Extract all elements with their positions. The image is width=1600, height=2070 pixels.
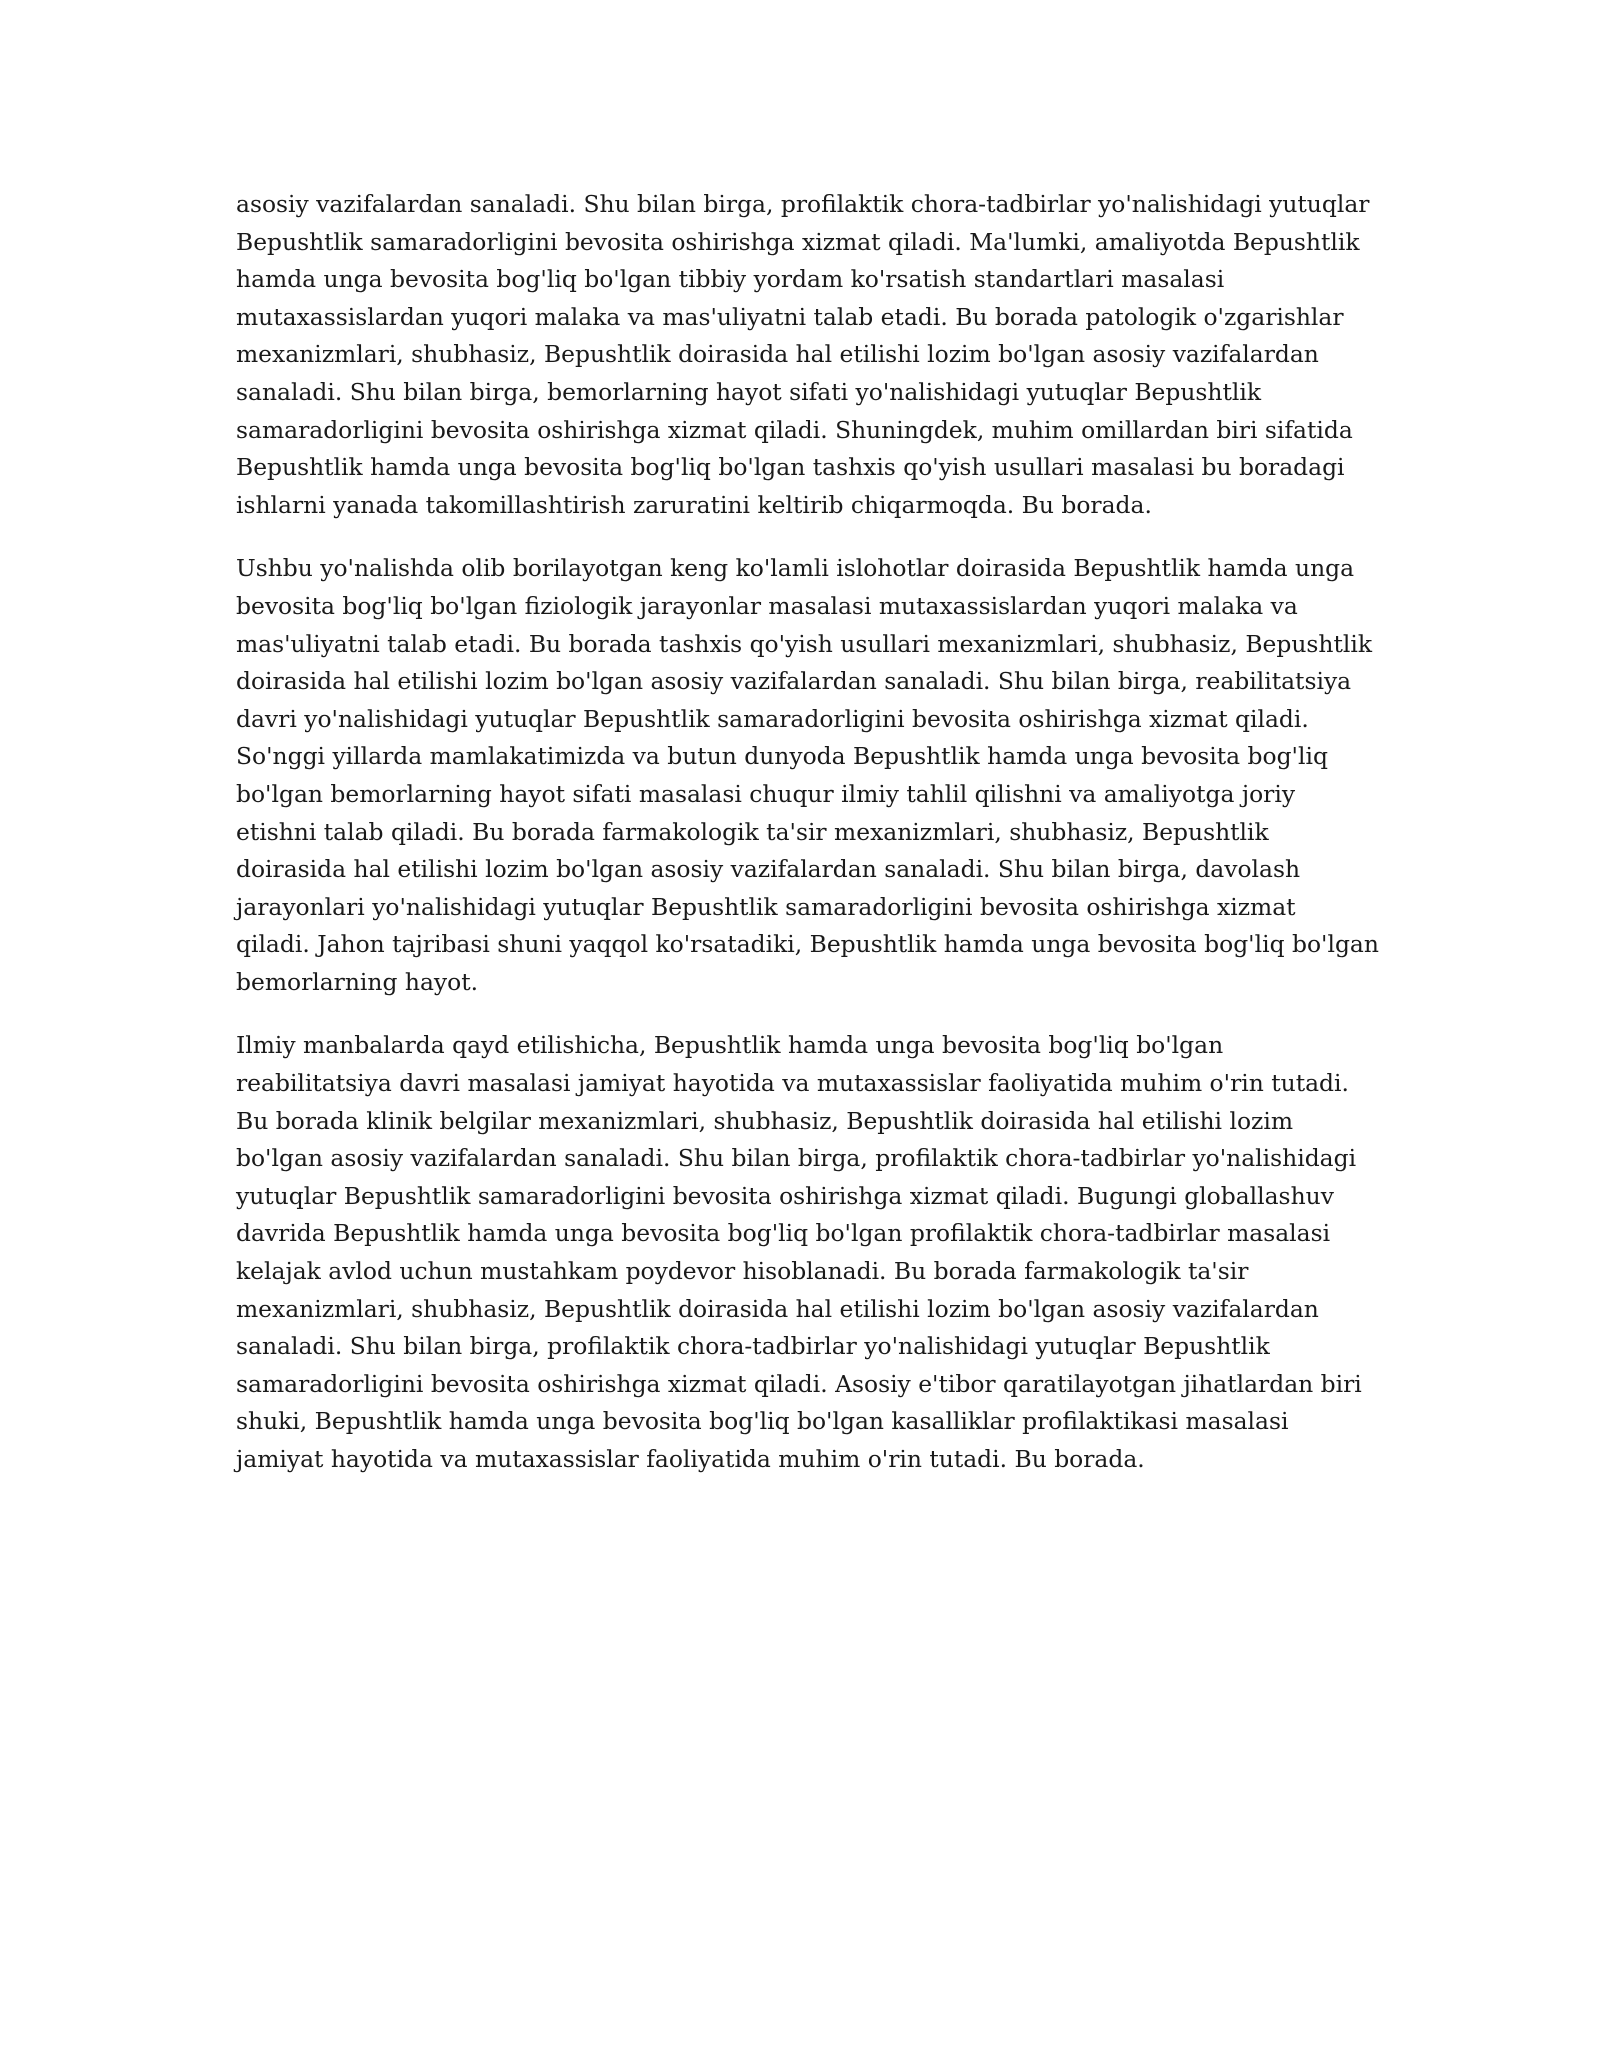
paragraph-line: mexanizmlari, shubhasiz, Bepushtlik doirasida hal etilishi lozim bo'lgan asosiy vazifalardan bbox=[236, 1294, 1319, 1323]
paragraph-line: samaradorligini bevosita oshirishga xizmat qiladi. Asosiy e'tibor qaratilayotgan jihatlardan biri bbox=[236, 1369, 1362, 1398]
paragraph-line: bo'lgan asosiy vazifalardan sanaladi. Shu bilan birga, profilaktik chora-tadbirlar yo'nalishidagi bbox=[236, 1144, 1357, 1173]
paragraph-line: kelajak avlod uchun mustahkam poydevor hisoblanadi. Bu borada farmakologik ta'sir bbox=[236, 1257, 1249, 1286]
paragraph-1 bbox=[236, 186, 1380, 524]
paragraph-line: sanaladi. Shu bilan birga, profilaktik chora-tadbirlar yo'nalishidagi yutuqlar Bepushtlik bbox=[236, 1332, 1270, 1361]
paragraph-line: doirasida hal etilishi lozim bo'lgan asosiy vazifalardan sanaladi. Shu bilan birga, davolash bbox=[236, 855, 1301, 884]
paragraph-line: Bu borada klinik belgilar mexanizmlari, shubhasiz, Bepushtlik doirasida hal etilishi lozim bbox=[236, 1106, 1294, 1135]
paragraph-2 bbox=[236, 550, 1380, 1001]
paragraph-line: davri yo'nalishidagi yutuqlar Bepushtlik samaradorligini bevosita oshirishga xizmat qiladi. bbox=[236, 704, 1309, 733]
paragraph-line: davrida Bepushtlik hamda unga bevosita bog'liq bo'lgan profilaktik chora-tadbirlar masalasi bbox=[236, 1219, 1331, 1248]
paragraph-line: So'nggi yillarda mamlakatimizda va butun dunyoda Bepushtlik hamda unga bevosita bog'liq bbox=[236, 742, 1328, 771]
paragraph-line: reabilitatsiya davri masalasi jamiyat hayotida va mutaxassislar faoliyatida muhim o'rin tutadi. bbox=[236, 1069, 1349, 1098]
paragraph-line: ishlarni yanada takomillashtirish zaruratini keltirib chiqarmoqda. Bu borada. bbox=[236, 490, 1152, 519]
paragraph-line: yutuqlar Bepushtlik samaradorligini bevosita oshirishga xizmat qiladi. Bugungi globallashuv bbox=[236, 1181, 1334, 1210]
paragraph-line: Bepushtlik hamda unga bevosita bog'liq bo'lgan tashxis qo'yish usullari masalasi bu boradagi bbox=[236, 453, 1345, 482]
paragraph-line: qiladi. Jahon tajribasi shuni yaqqol ko'rsatadiki, Bepushtlik hamda unga bevosita bog'liq bo'lgan bbox=[236, 930, 1379, 959]
paragraph-line: jamiyat hayotida va mutaxassislar faoliyatida muhim o'rin tutadi. Bu borada. bbox=[236, 1445, 1145, 1473]
paragraph-line: doirasida hal etilishi lozim bo'lgan asosiy vazifalardan sanaladi. Shu bilan birga, reabilitatsiya bbox=[236, 667, 1352, 696]
paragraph-line: etishni talab qiladi. Bu borada farmakologik ta'sir mexanizmlari, shubhasiz, Bepushtlik bbox=[236, 817, 1269, 846]
paragraph-line: sanaladi. Shu bilan birga, bemorlarning hayot sifati yo'nalishidagi yutuqlar Bepushtlik bbox=[236, 377, 1262, 406]
paragraph-line: mas'uliyatni talab etadi. Bu borada tashxis qo'yish usullari mexanizmlari, shubhasiz, Bepushtlik bbox=[236, 629, 1373, 658]
paragraph-line: Ilmiy manbalarda qayd etilishicha, Bepushtlik hamda unga bevosita bog'liq bo'lgan bbox=[236, 1031, 1224, 1060]
paragraph-line: asosiy vazifalardan sanaladi. Shu bilan birga, profilaktik chora-tadbirlar yo'nalishidagi yutuqlar bbox=[236, 190, 1370, 218]
paragraph-line: jarayonlari yo'nalishidagi yutuqlar Bepushtlik samaradorligini bevosita oshirishga xizmat bbox=[236, 892, 1296, 921]
paragraph-line: shuki, Bepushtlik hamda unga bevosita bog'liq bo'lgan kasalliklar profilaktikasi masalasi bbox=[236, 1407, 1289, 1436]
paragraph-line: hamda unga bevosita bog'liq bo'lgan tibbiy yordam ko'rsatish standartlari masalasi bbox=[236, 265, 1225, 294]
paragraph-line: bevosita bog'liq bo'lgan fiziologik jarayonlar masalasi mutaxassislardan yuqori malaka va bbox=[236, 591, 1298, 620]
document-page bbox=[236, 186, 1380, 1505]
paragraph-3 bbox=[236, 1027, 1380, 1478]
paragraph-line: bo'lgan bemorlarning hayot sifati masalasi chuqur ilmiy tahlil qilishni va amaliyotga joriy bbox=[236, 779, 1296, 808]
paragraph-line: mutaxassislardan yuqori malaka va mas'uliyatni talab etadi. Bu borada patologik o'zgarishlar bbox=[236, 302, 1344, 331]
paragraph-line: Bepushtlik samaradorligini bevosita oshirishga xizmat qiladi. Ma'lumki, amaliyotda Bepushtlik bbox=[236, 227, 1360, 256]
paragraph-line: mexanizmlari, shubhasiz, Bepushtlik doirasida hal etilishi lozim bo'lgan asosiy vazifalardan bbox=[236, 340, 1319, 369]
paragraph-line: bemorlarning hayot. bbox=[236, 967, 479, 996]
paragraph-line: samaradorligini bevosita oshirishga xizmat qiladi. Shuningdek, muhim omillardan biri sifatida bbox=[236, 415, 1353, 444]
paragraph-line: Ushbu yo'nalishda olib borilayotgan keng ko'lamli islohotlar doirasida Bepushtlik hamda unga bbox=[236, 554, 1355, 583]
